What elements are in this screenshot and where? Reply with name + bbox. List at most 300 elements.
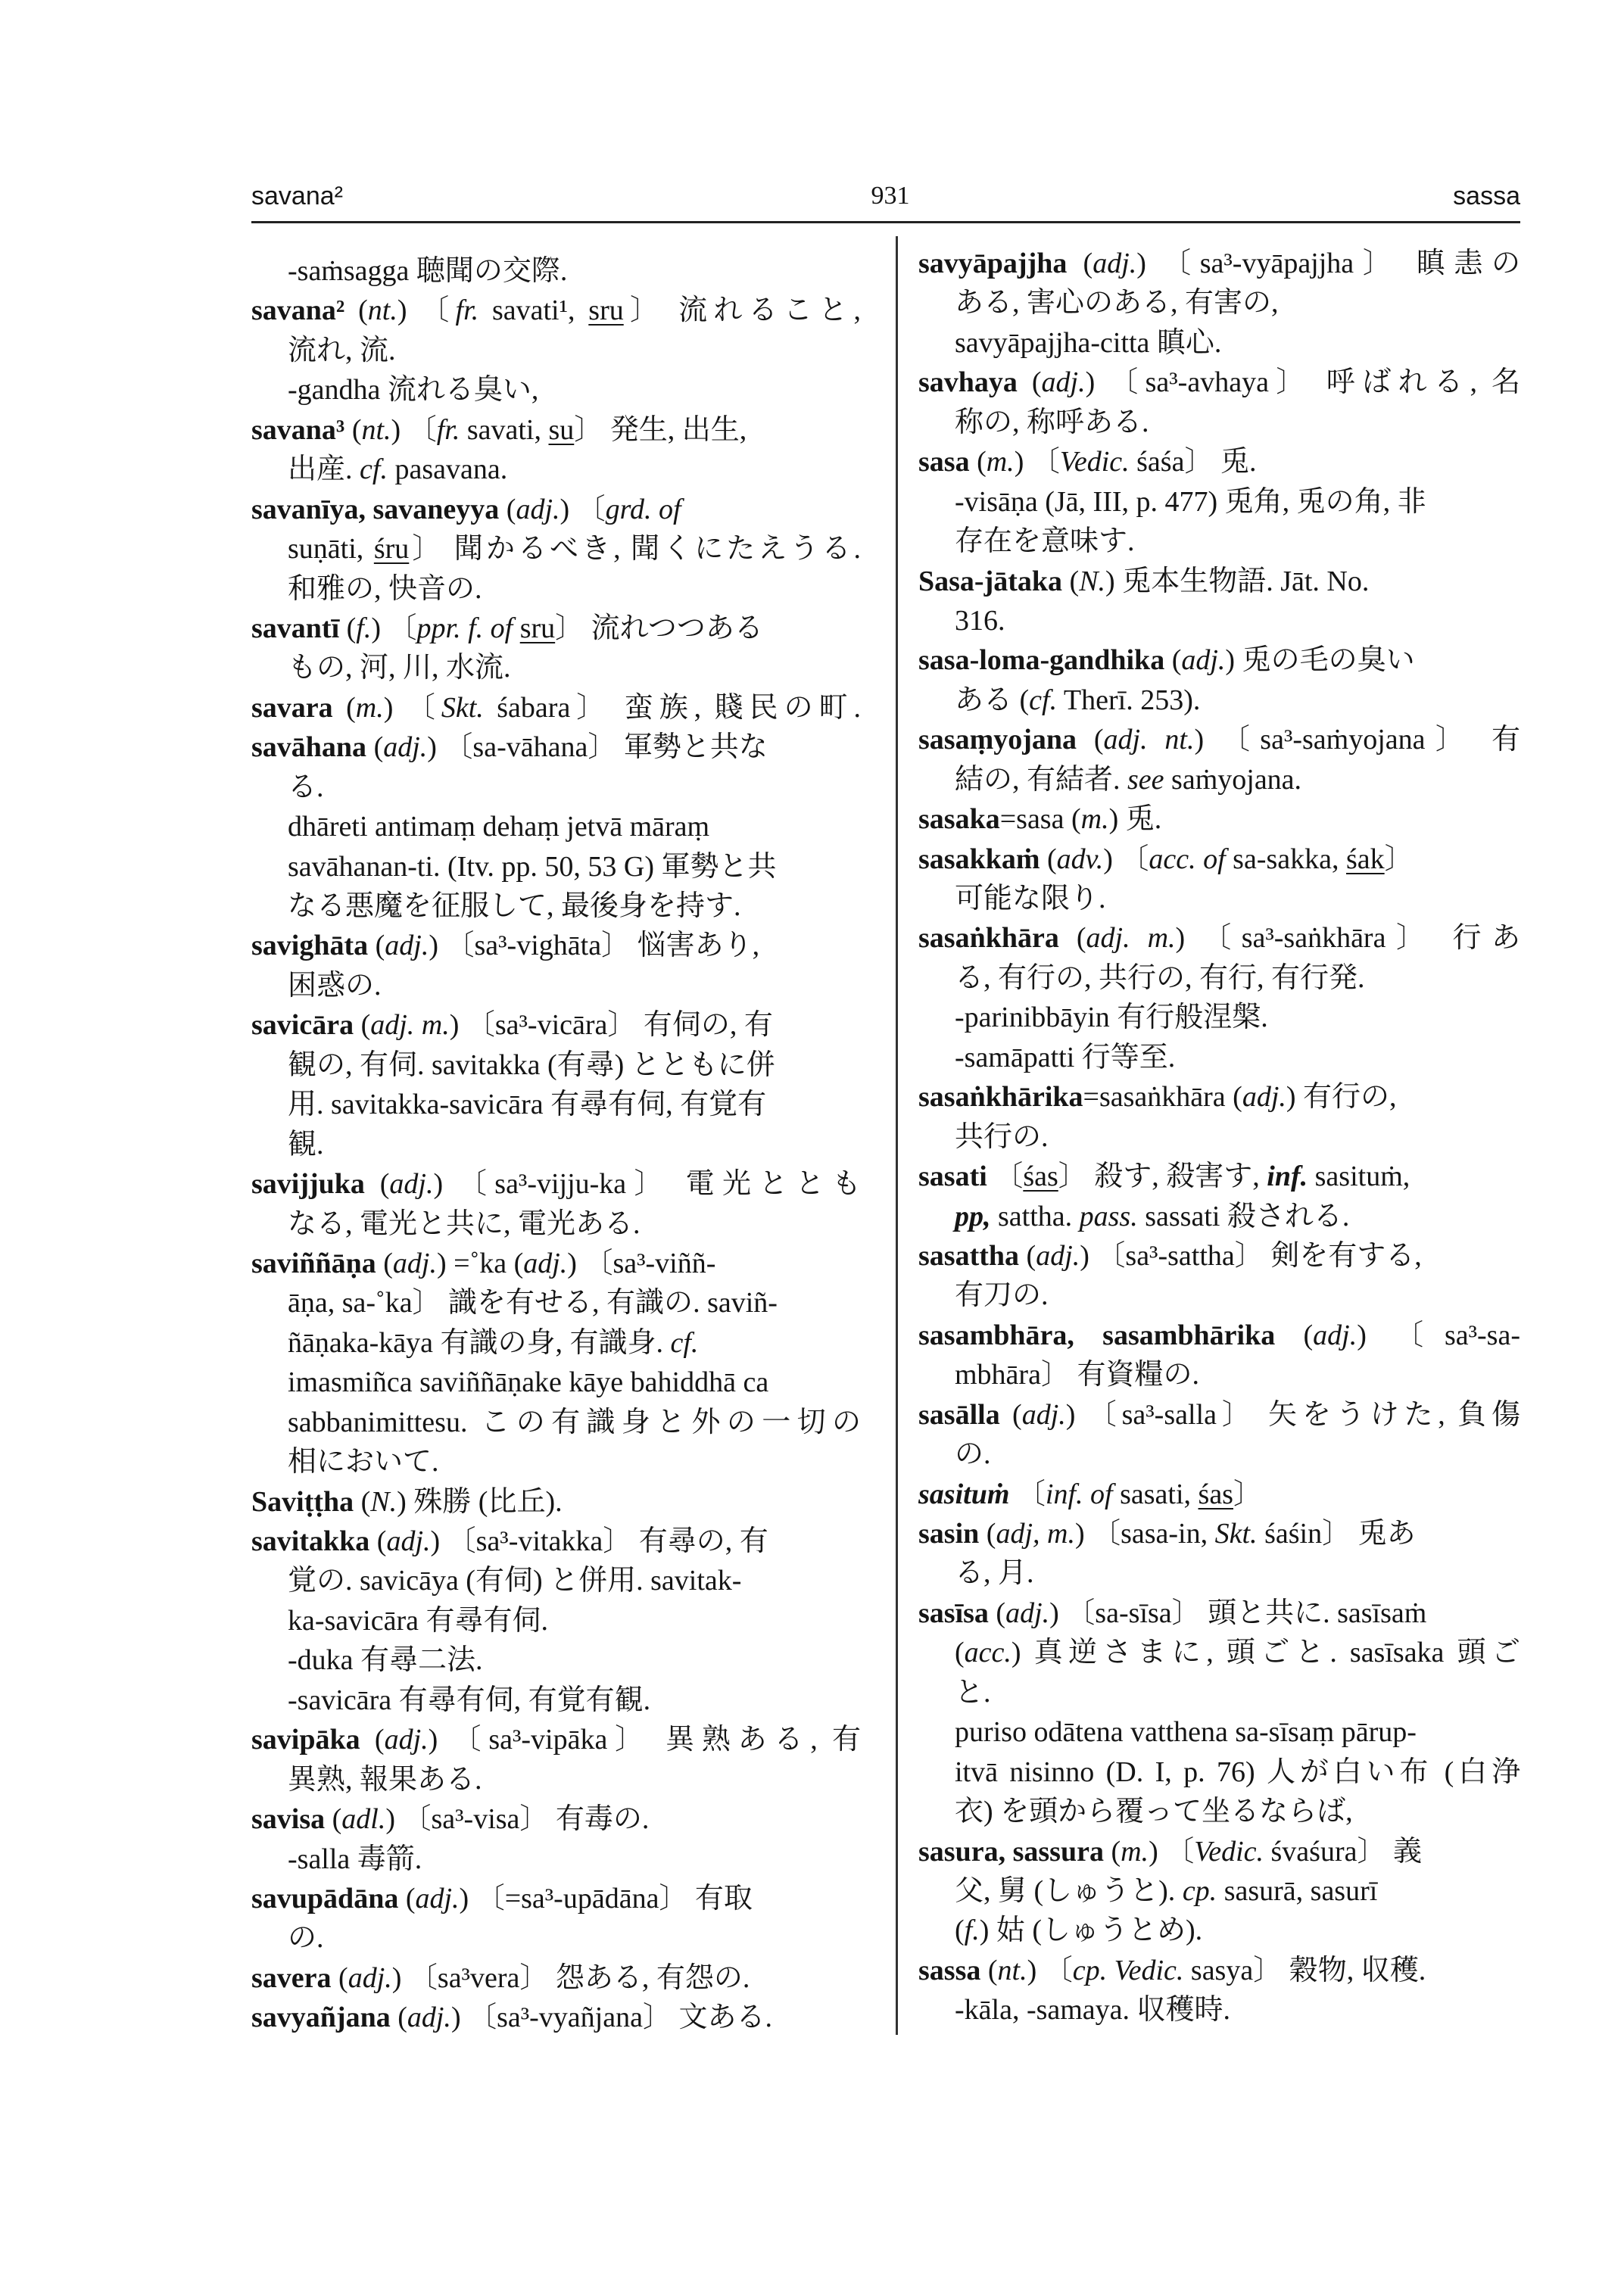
entry-text: 流れ, 流. (288, 334, 396, 366)
line-text (918, 1478, 1262, 1510)
entry-text: sasurā, sasurī (1217, 1874, 1378, 1907)
entry-text: 父, 舅 (しゅうと). (955, 1874, 1183, 1907)
entry-text: ñāṇaka-kāya 有識の身, 有識身. (288, 1326, 671, 1359)
headword: savyāpajjha (918, 248, 1068, 279)
right-column-line (918, 1435, 1520, 1474)
entry-text: -gandha 流れる臭い, (288, 374, 539, 407)
right-column-line (918, 1792, 1520, 1831)
line-text (288, 374, 538, 406)
running-head-first-entry: savana² (251, 182, 343, 210)
left-column-line (251, 251, 861, 291)
headword: savāhana (251, 731, 367, 764)
right-column-line (918, 601, 1520, 640)
entry-text: なる悪魔を征服して, 最後身を持す. (288, 890, 741, 922)
entry-text: る. (288, 771, 324, 803)
line-text (955, 764, 1301, 796)
grammar-abbreviation: cp. (1182, 1874, 1217, 1907)
grammar-abbreviation: adv. (1056, 843, 1104, 875)
entry-text: 〕 殺す, 殺害す, (1058, 1161, 1267, 1193)
entry-text: 和雅の, 快音の. (288, 572, 482, 605)
entry-text: ka-savicāra 有尋有伺. (288, 1604, 548, 1637)
grammar-abbreviation: see (1127, 763, 1164, 796)
left-column-line (251, 926, 861, 965)
line-text (955, 1279, 1049, 1311)
entry-text: sassati 殺される. (1137, 1200, 1350, 1232)
line-text (918, 565, 1369, 597)
root-underlined: sru (588, 294, 624, 327)
line-text (251, 2002, 772, 2033)
line-text (955, 1716, 1417, 1748)
grammar-abbreviation: adj. (386, 1525, 431, 1557)
grammar-abbreviation: fr. (436, 413, 460, 446)
root-underlined: śas (1198, 1478, 1233, 1510)
root-underlined: sru (519, 612, 556, 644)
line-text (251, 1724, 861, 1756)
root-underlined: śru (373, 533, 410, 565)
left-column-line (251, 490, 861, 529)
entry-text: ( (398, 1882, 416, 1914)
entry-text: puriso odātena vatthena sa-sīsaṃ pārup- (955, 1716, 1417, 1749)
line-text (918, 1399, 1520, 1431)
grammar-abbreviation: cp. Vedic. (1072, 1954, 1184, 1986)
left-column-line (251, 688, 861, 727)
left-column-line (251, 529, 861, 569)
headword: sasambhāra, sasambhārika (918, 1319, 1276, 1351)
left-column-line (251, 1879, 861, 1918)
line-text (288, 533, 861, 565)
entry-text: ( (1017, 366, 1042, 399)
right-column-line (918, 760, 1520, 799)
entry-text: ) 〔 (1103, 843, 1149, 875)
grammar-abbreviation: adj. (1036, 1239, 1080, 1272)
line-text (288, 1843, 422, 1875)
left-column-line (251, 1005, 861, 1045)
line-text (288, 1644, 483, 1676)
grammar-abbreviation: Vedic. (1059, 446, 1130, 478)
entry-text: savati, (460, 413, 549, 446)
right-column-line (918, 442, 1520, 481)
headword: sasaṅkhāra (918, 922, 1059, 955)
headword: savisa (251, 1803, 326, 1836)
entry-text: もの, 河, 川, 水流. (288, 652, 511, 684)
line-text (288, 1764, 482, 1796)
headword: savyañjana (251, 2002, 391, 2034)
entry-text: ある ( (955, 684, 1030, 716)
entry-text: ) 〔 (1149, 1835, 1195, 1868)
line-text (251, 1962, 750, 1994)
entry-text: ) 〔 (371, 612, 417, 644)
entry-text: suṇāti, (288, 533, 374, 565)
entry-text: 〕 (1233, 1478, 1262, 1510)
grammar-abbreviation: adj. (407, 2002, 451, 2034)
entry-text: 存在を意味す. (955, 525, 1135, 558)
right-column-line (918, 958, 1520, 998)
entry-text: ) 兎本生物語. Jāt. No. (1105, 565, 1370, 597)
line-text (918, 446, 1256, 478)
grammar-abbreviation: acc. (964, 1637, 1011, 1669)
headword: savara (251, 691, 333, 724)
line-text (955, 1121, 1049, 1153)
entry-text: savyāpajjha-citta 瞋心. (955, 326, 1222, 359)
line-text (288, 890, 741, 922)
line-text (251, 1248, 715, 1279)
entry-text: ある, 害心のある, 有害の, (955, 287, 1279, 319)
headword: sasattha (918, 1239, 1020, 1272)
headword: sasaka (918, 803, 1000, 836)
entry-text: 316. (955, 604, 1005, 637)
grammar-abbreviation: adj. (1181, 644, 1226, 677)
headword: savanīya, savaneyya (251, 493, 500, 525)
line-text (918, 724, 1520, 756)
left-column-line (251, 1958, 861, 1998)
grammar-abbreviation: m. (1080, 803, 1109, 836)
grammar-abbreviation: cf. (360, 453, 388, 486)
entry-text: sattha. (990, 1200, 1080, 1232)
line-text (251, 692, 861, 724)
entry-text: 〔 (1009, 1478, 1046, 1510)
line-text (955, 605, 1005, 637)
grammar-abbreviation: adl. (341, 1803, 386, 1836)
headword: savitakka (251, 1525, 370, 1557)
entry-text: ( (1040, 843, 1057, 875)
headword: sasaṅkhārika (918, 1081, 1083, 1114)
right-column-line (918, 482, 1520, 522)
grammar-abbreviation: m. (355, 691, 384, 724)
right-column-line (918, 1038, 1520, 1077)
entry-text: 衣) を頭から覆って坐るならば, (955, 1796, 1353, 1828)
grammar-abbreviation: adj. (1021, 1398, 1066, 1431)
entry-text: ( (344, 413, 362, 446)
entry-text: ( (1077, 724, 1104, 756)
line-text (288, 1407, 861, 1438)
right-column-line (918, 1633, 1520, 1672)
entry-text: ) 〔sa³-sattha〕 剣を有する, (1080, 1239, 1422, 1272)
entry-text: ( (980, 1954, 998, 1986)
entry-text: ( (999, 1398, 1022, 1431)
right-column-line (918, 1911, 1520, 1950)
entry-text: ( (331, 1961, 348, 1994)
right-column-line (918, 1514, 1520, 1553)
entry-text: ) 兎の毛の臭い (1225, 644, 1415, 677)
entry-text: ( (499, 493, 516, 525)
line-text (918, 803, 1161, 835)
left-column-line (251, 768, 861, 807)
entry-text: 結の, 有結者. (955, 763, 1128, 796)
entry-text: ( (1067, 248, 1093, 279)
entry-text: ( (988, 1597, 1006, 1629)
left-column-line (251, 847, 861, 886)
headword: sasa (918, 446, 970, 478)
right-column-line (918, 1951, 1520, 1990)
line-text (288, 1089, 766, 1120)
entry-text: 〕 (1384, 843, 1414, 875)
entry-text: śaśin〕 兎あ (1257, 1518, 1416, 1550)
right-column-line (918, 1077, 1520, 1117)
right-column-line (918, 1594, 1520, 1633)
entry-text: sasituṁ, (1308, 1161, 1410, 1193)
entry-text: ) 〔sa³-vipāka〕 異熟ある, 有 (428, 1724, 861, 1756)
entry-text: ( (364, 1168, 390, 1201)
headword: savupādāna (251, 1882, 399, 1914)
line-text (288, 1684, 650, 1716)
line-text (251, 1486, 563, 1518)
grammar-abbreviation: adj. (415, 1882, 460, 1914)
grammar-abbreviation: adj. (1242, 1081, 1286, 1114)
entry-text: ) 姑 (しゅうとめ). (979, 1914, 1203, 1947)
line-text (288, 970, 382, 1002)
right-column-line (918, 1395, 1520, 1435)
entry-text: ) 〔sa³-saṁyojana〕 有 (1194, 724, 1521, 756)
line-text (288, 335, 396, 366)
entry-text: と. (955, 1676, 991, 1709)
headword: savhaya (918, 366, 1018, 399)
line-text (955, 287, 1279, 319)
headword: sasura, sassura (918, 1835, 1104, 1868)
headword: sasituṁ (918, 1478, 1010, 1510)
entry-text: 観の, 有伺. savitakka (有尋) とともに併 (288, 1048, 775, 1081)
line-text (251, 1168, 861, 1200)
grammar-abbreviation: Skt. (441, 691, 484, 724)
entry-text: saṁyojana. (1164, 763, 1302, 796)
headword: sasālla (918, 1398, 1000, 1431)
entry-text: 共行の. (955, 1120, 1049, 1153)
grammar-abbreviation: adj. m. (1086, 922, 1176, 955)
left-column-line (251, 1799, 861, 1839)
line-text (955, 1875, 1377, 1907)
line-text (288, 1327, 698, 1359)
line-text (955, 1438, 991, 1470)
headword: Saviṭṭha (251, 1485, 354, 1518)
line-text (955, 407, 1149, 438)
entry-text: ) 〔sa³-vicāra〕 有伺の, 有 (449, 1009, 773, 1042)
entry-text: ( (1164, 644, 1182, 677)
line-text (955, 1042, 1175, 1073)
grammar-abbreviation: f. (964, 1914, 980, 1947)
entry-text: ( (369, 1525, 387, 1557)
right-column-line (918, 1236, 1520, 1276)
line-text (955, 1201, 1349, 1232)
line-text (918, 366, 1520, 398)
line-text (251, 930, 759, 961)
entry-text: ) 〔 (397, 294, 456, 327)
right-column-line (918, 1355, 1520, 1394)
entry-text: ) 〔sa³-vitakka〕 有尋の, 有 (430, 1525, 768, 1557)
root-underlined: śak (1346, 843, 1385, 875)
entry-text: ( (1058, 922, 1086, 955)
left-column-line (251, 609, 861, 648)
grammar-abbreviation: nt. (361, 413, 391, 446)
line-text (955, 883, 1106, 914)
grammar-abbreviation: fr. (455, 294, 479, 327)
left-column-line (251, 1640, 861, 1680)
left-column-line (251, 291, 861, 330)
right-column-line (918, 363, 1520, 402)
right-column-line (918, 1197, 1520, 1236)
entry-text (513, 612, 520, 644)
line-text (288, 771, 324, 803)
left-column-line (251, 1601, 861, 1640)
right-column-line (918, 283, 1520, 322)
entry-text: ) 有行の, (1286, 1081, 1397, 1114)
left-column-line (251, 1045, 861, 1085)
line-text (955, 1994, 1230, 2026)
left-column-line (251, 648, 861, 687)
grammar-abbreviation: pp, (955, 1200, 991, 1232)
line-text (288, 1287, 778, 1319)
right-column-line (918, 1316, 1520, 1355)
grammar-abbreviation: adj. (1041, 366, 1086, 399)
left-column-line (251, 1522, 861, 1561)
right-column-line (918, 562, 1520, 601)
grammar-abbreviation: adj. (389, 1168, 434, 1201)
entry-text: imasmiñca saviññāṇake kāye bahiddhā ca (288, 1366, 769, 1399)
left-column-line (251, 1918, 861, 1958)
entry-text: ( (1103, 1835, 1121, 1868)
entry-text: ( (354, 1009, 371, 1042)
left-column-line (251, 1681, 861, 1720)
entry-text: -parinibbāyin 有行般涅槃. (955, 1002, 1268, 1034)
grammar-abbreviation: adj. (1093, 248, 1137, 279)
line-text (918, 248, 1520, 279)
entry-text: 覚の. savicāya (有伺) と併用. savitak- (288, 1565, 742, 1597)
right-column-line (918, 323, 1520, 363)
right-column-line (918, 1871, 1520, 1911)
line-text (955, 1914, 1202, 1946)
right-column-line (918, 1157, 1520, 1196)
running-head-last-entry: sassa (1453, 182, 1520, 210)
entry-text: ( (955, 1914, 965, 1947)
entry-text: 相において. (288, 1446, 439, 1478)
entry-text: ) 〔 (1014, 446, 1060, 478)
headword: saviññāṇa (251, 1247, 376, 1279)
line-text (251, 1803, 649, 1835)
grammar-abbreviation: Vedic. (1194, 1835, 1264, 1868)
headword: sassa (918, 1954, 981, 1986)
grammar-abbreviation: N. (1079, 565, 1106, 597)
entry-text: 出産. (288, 453, 360, 486)
grammar-abbreviation: adj. (1313, 1319, 1357, 1351)
right-column-line (918, 1832, 1520, 1871)
entry-text: sasya〕 穀物, 収穫. (1183, 1954, 1426, 1986)
right-column-line (918, 1712, 1520, 1752)
entry-text: の. (288, 1922, 324, 1955)
line-text (251, 494, 681, 525)
line-text (918, 1161, 1410, 1192)
headword: sasakkaṁ (918, 843, 1040, 875)
right-column-line (918, 998, 1520, 1037)
entry-text: ) 〔 (1027, 1954, 1073, 1986)
line-text (288, 652, 511, 684)
grammar-abbreviation: Skt. (1214, 1518, 1258, 1550)
entry-text: ( (366, 731, 384, 764)
right-column-line (918, 1475, 1520, 1514)
left-column-line (251, 1561, 861, 1600)
line-text (955, 1677, 991, 1709)
headword: sasati (918, 1161, 987, 1193)
grammar-abbreviation: nt. (997, 1954, 1027, 1986)
entry-text: śabara〕 蛮族, 賤民の町. (483, 691, 862, 724)
entry-text: ) =˚ka ( (436, 1247, 524, 1279)
entry-text: なる, 電光と共に, 電光ある. (288, 1207, 641, 1240)
line-text (955, 1756, 1520, 1788)
line-text (955, 1002, 1268, 1033)
headword: Sasa-jātaka (918, 565, 1063, 597)
entry-text: 困惑の. (288, 969, 382, 1002)
headword: savicāra (251, 1009, 354, 1042)
right-column-line (918, 1276, 1520, 1315)
line-text (918, 843, 1414, 875)
entry-text: śaśa〕 兎. (1129, 446, 1257, 478)
entry-text: mbhāra〕 有資糧の. (955, 1359, 1199, 1391)
right-column-line (918, 403, 1520, 442)
line-text (288, 1049, 775, 1081)
line-text (955, 486, 1426, 518)
entry-text: savāhanan-ti. (Itv. pp. 50, 53 G) 軍勢と共 (288, 850, 777, 883)
entry-text: ) 〔 (560, 493, 606, 525)
entry-text: -salla 毒箭. (288, 1843, 422, 1875)
entry-text: ) 〔sa-sīsa〕 頭と共に. sasīsaṁ (1049, 1597, 1427, 1629)
line-text (918, 1836, 1422, 1868)
line-text (288, 1565, 741, 1597)
entry-text: 異熟, 報果ある. (288, 1763, 482, 1796)
entry-text: ( (376, 1247, 393, 1279)
entry-text: ) 〔sa-vāhana〕 軍勢と共な (427, 731, 768, 764)
entry-text: ) 〔sa³-avhaya〕 呼ばれる, 名 (1085, 366, 1520, 399)
entry-text: ( (979, 1518, 996, 1550)
entry-text: 〕 発生, 出生, (574, 413, 747, 446)
entry-text: ) 〔sa³-salla〕 矢をうけた, 負傷 (1065, 1398, 1520, 1431)
entry-text: る, 月. (955, 1557, 1034, 1590)
left-column-line (251, 331, 861, 370)
line-text (251, 414, 747, 446)
right-column-line (918, 522, 1520, 561)
entry-text: sa-sakka, (1225, 843, 1346, 875)
left-column-line (251, 1760, 861, 1799)
line-text (251, 612, 763, 644)
entry-text: 〔 (987, 1161, 1024, 1193)
line-text (288, 453, 507, 485)
grammar-abbreviation: adj, m. (996, 1518, 1075, 1550)
grammar-abbreviation: adj. (523, 1247, 568, 1279)
header-rule (251, 221, 1520, 223)
grammar-abbreviation: cf. (1029, 684, 1058, 716)
grammar-abbreviation: adj. (384, 1724, 429, 1756)
left-column-line (251, 1244, 861, 1283)
right-column-line (918, 1990, 1520, 2030)
entry-text: ( (955, 1637, 965, 1669)
line-text (251, 1883, 753, 1914)
right-column-line (918, 244, 1520, 283)
entry-text: ) 〔 (383, 691, 441, 724)
entry-text: の. (955, 1438, 991, 1471)
line-text (288, 811, 709, 843)
entry-text: ) 〔sasa-in, (1074, 1518, 1215, 1550)
entry-text: ) 〔=sa³-upādāna〕 有取 (459, 1882, 753, 1914)
entry-text: ) 〔sa³-vyāpajjha〕 瞋恚の (1136, 248, 1520, 279)
entry-text: 〕 聞かるべき, 聞くにたえうる. (409, 533, 861, 565)
entry-text: =sasaṅkhāra ( (1083, 1081, 1242, 1114)
line-text (955, 684, 1200, 716)
grammar-abbreviation: adj. m. (370, 1009, 450, 1042)
left-column-line (251, 410, 861, 450)
left-column-line (251, 966, 861, 1005)
entry-text: itvā nisinno (D. I, p. 76) 人が白い布 (白浄 (955, 1756, 1520, 1788)
right-column-line (918, 918, 1520, 958)
grammar-abbreviation: m. (1121, 1835, 1149, 1868)
entry-text: ( (354, 1485, 371, 1518)
line-text (955, 525, 1135, 557)
left-column-line (251, 1442, 861, 1481)
